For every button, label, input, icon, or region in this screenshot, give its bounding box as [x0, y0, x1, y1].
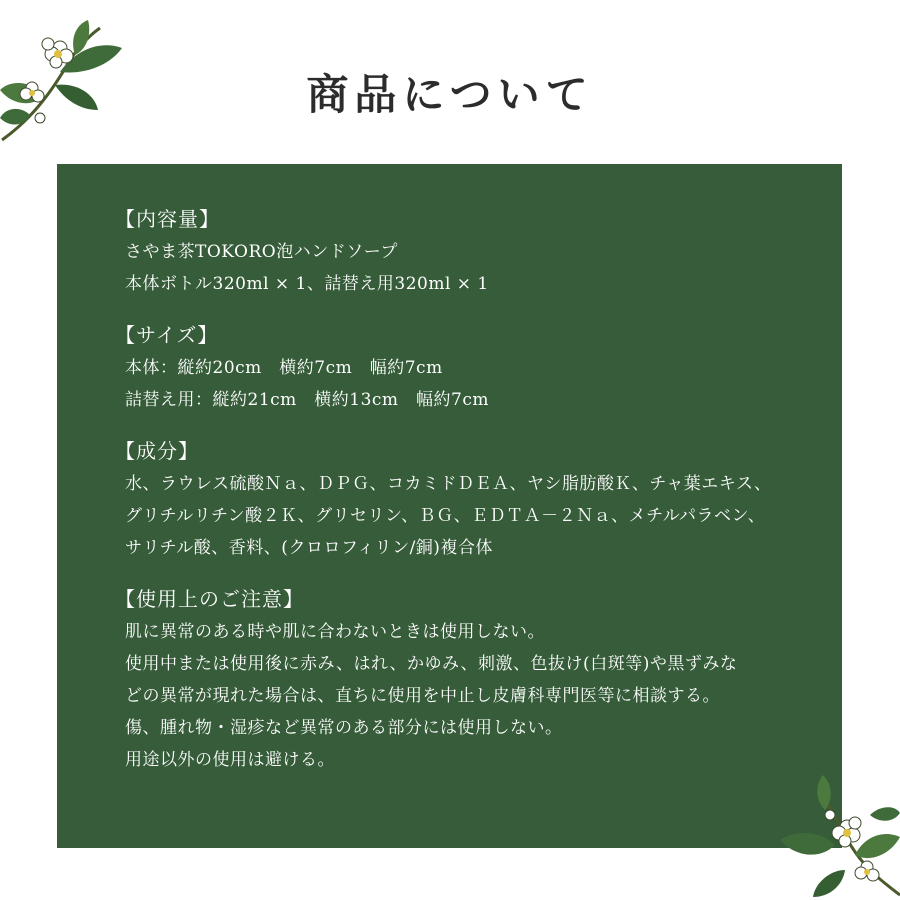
section-line: 本体：縦約20cm 横約7cm 幅約7cm — [125, 358, 443, 378]
section-line: どの異常が現れた場合は、直ちに使用を中止し皮膚科専門医等に相談する。 — [125, 686, 720, 706]
section-line: 本体ボトル320ml × 1、詰替え用320ml × 1 — [125, 274, 489, 294]
section-heading: 【使用上のご注意】 — [115, 587, 304, 611]
section-line: 使用中または使用後に赤み、はれ、かゆみ、刺激、色抜け(白斑等)や黒ずみな — [125, 654, 738, 674]
section-line: グリチルリチン酸２Ｋ、グリセリン、ＢＧ、ＥＤＴＡ－２Ｎａ、メチルパラベン、 — [125, 506, 766, 526]
section-line: 詰替え用：縦約21cm 横約13cm 幅約7cm — [125, 390, 490, 410]
section-line: 水、ラウレス硫酸Ｎａ、ＤＰＧ、コカミドＤＥＡ、ヤシ脂肪酸Ｋ、チャ葉エキス、 — [125, 474, 772, 494]
section-heading: 【サイズ】 — [115, 323, 219, 347]
section-line: 肌に異常のある時や肌に合わないときは使用しない。 — [125, 622, 545, 642]
section-size — [115, 320, 822, 416]
section-heading: 【成分】 — [115, 439, 199, 463]
product-info-panel — [57, 164, 842, 848]
section-heading: 【内容量】 — [115, 207, 220, 231]
section-ingredients — [115, 436, 822, 564]
tea-flower-branch-icon — [775, 775, 900, 900]
product-info-content — [115, 204, 822, 796]
section-line: さやま茶TOKORO泡ハンドソープ — [125, 242, 398, 262]
section-line: サリチル酸、香料、(クロロフィリン/銅)複合体 — [125, 538, 493, 558]
section-line: 傷、腫れ物・湿疹など異常のある部分には使用しない。 — [125, 718, 563, 738]
page-title: 商品について — [306, 70, 594, 119]
section-precautions — [115, 584, 822, 776]
section-line: 用途以外の使用は避ける。 — [125, 750, 335, 770]
section-contents — [115, 204, 822, 300]
